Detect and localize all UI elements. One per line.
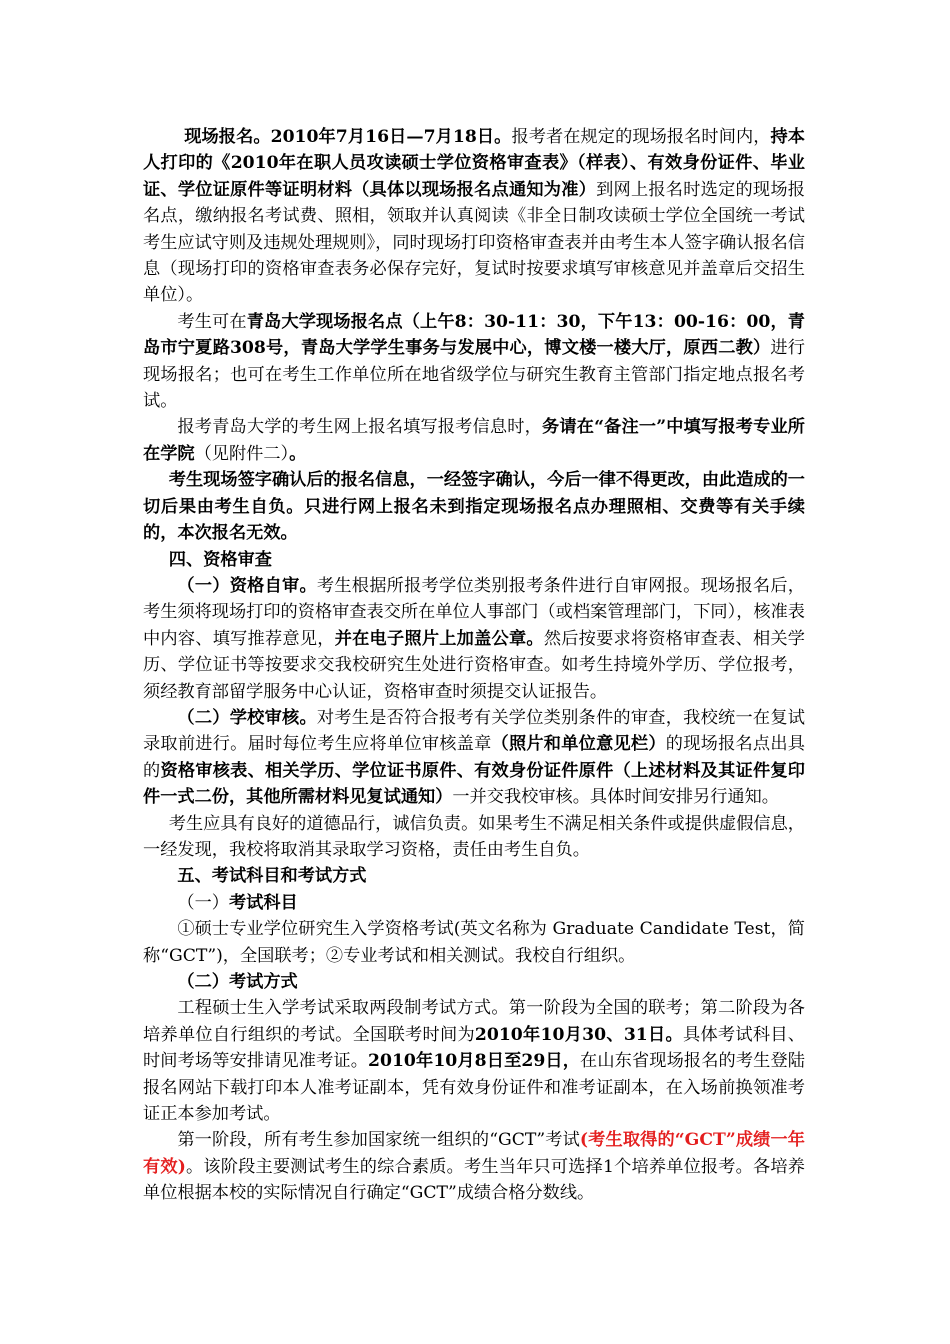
text-run: 的现场报名点出具的 [143,734,805,781]
paragraph-p8 [143,811,805,864]
text-run: 。该阶段主要测试考生的综合素质。考生当年只可选择1个培养单位报考。各培养单位根据本校的实际情况自行确定“GCT”成绩合格分数线。 [143,1156,805,1204]
text-run: 报考青岛大学的考生网上报名填写报考信息时， [177,417,542,438]
paragraph-p9 [143,863,805,889]
text-run: 工程硕士生入学考试采取两段制考试方式。第一阶段为全国的联考；第二阶段为各培养单位自行组织的考试。全国联考时间为 [143,998,805,1045]
text-run: 务请在“备注一”中填写报考专业所在学院 [143,417,805,464]
text-run: 进行现场报名；也可在考生工作单位所在地省级学位与研究生教育主管部门指定地点报名考试。 [143,338,805,412]
text-run: （照片和单位意见栏） [491,734,666,755]
text-run: 对考生是否符合报考有关学位类别条件的审查，我校统一在复试录取前进行。届时每位考生应将单位审核盖章 [143,707,805,755]
text-run: （见附件二） [194,443,290,464]
paragraph-p1 [143,124,805,309]
text-run: 报考者在规定的现场报名时间内， [511,127,771,147]
text-run: 青岛大学现场报名点（上午8：30-11：30，下午13：00-16：00，青岛市宁夏路308号，青岛大学学生事务与发展中心，博文楼一楼大厅，原西二教） [143,311,805,359]
text-run: 现场报名。2010年7月16日—7月18日。 [184,127,512,147]
text-run: 一并交我校审核。具体时间安排另行通知。 [452,787,779,808]
text-run: 然后按要求将资格审查表、相关学历、学位证书等按要求交我校研究生处进行资格审查。如考生持境外学历、学位报考，须经教育部留学服务中心认证，资格审查时须提交认证报告。 [143,628,805,702]
text-run: （二）学校审核。 [177,707,317,728]
paragraph-p3 [143,414,805,467]
paragraph-p10 [143,890,805,916]
text-run: （一） [177,892,229,913]
paragraph-p12 [143,969,805,995]
paragraph-p6 [143,573,805,705]
paragraph-p7 [143,705,805,811]
text-run: 考生应具有良好的道德品行，诚信负责。如果考生不满足相关条件或提供虚假信息，一经发现，我校将取消其录取学习资格，责任由考生自负。 [143,813,805,860]
text-run: 在山东省现场报名的考生登陆报名网站下载打印本人准考证副本，凭有效身份证件和准考证副本，在入场前换领准考证正本参加考试。 [143,1051,805,1125]
text-run: (考生取得的“GCT”成绩一年有效) [143,1130,805,1177]
text-run: 持本人打印的《2010年在职人员攻读硕士学位资格审查表》（样表）、有效身份证件、毕业证、学位证原件等证明材料（具体以现场报名点通知为准） [143,127,805,200]
text-run: （一）资格自审。 [177,575,317,596]
text-run: 考生现场签字确认后的报名信息，一经签字确认，今后一律不得更改，由此造成的一切后果由考生自负。只进行网上报名未到指定现场报名点办理照相、交费等有关手续的，本次报名无效。 [143,470,805,544]
text-run: 资格审核表、相关学历、学位证书原件、有效身份证件原件（上述材料及其证件复印件一式二份，其他所需材料见复试通知） [143,760,805,808]
text-run: 四、资格审查 [168,549,272,570]
text-run: ①硕士专业学位研究生入学资格考试(英文名称为 Graduate Candidate Test，简称“GCT”)，全国联考；②专业考试和相关测试。我校自行组织。 [143,919,805,966]
text-run: 考生根据所报考学位类别报考条件进行自审网报。现场报名后，考生须将现场打印的资格审查表交所在单位人事部门（或档案管理部门，下同），核准表中内容、填写推荐意见， [143,575,805,649]
paragraph-p11 [143,916,805,969]
paragraph-p4 [143,467,805,546]
text-run: 2010年10月30、31日。 [474,1024,683,1045]
paragraph-p5 [143,547,805,573]
text-run: 第一阶段，所有考生参加国家统一组织的“GCT”考试 [177,1130,580,1151]
paragraph-p2 [143,309,805,415]
text-run: 2010年10月8日至29日， [368,1051,581,1072]
text-run: 并在电子照片上加盖公章。 [334,628,544,649]
text-run: 考生可在 [177,311,247,332]
paragraph-p14 [143,1127,805,1206]
text-run: 五、考试科目和考试方式 [177,866,367,887]
text-run: 。 [289,443,307,464]
paragraph-p13 [143,995,805,1127]
document-body [143,124,805,1207]
text-run: 考试科目 [228,892,298,913]
text-run: 到网上报名时选定的现场报名点，缴纳报名考试费、照相，领取并认真阅读《非全日制攻读硕士学位全国统一考试考生应试守则及违规处理规则》，同时现场打印资格审查表并由考生本人签字确认报名信息（现场打印的资格审查表务必保存完好，复试时按要求填写审核意见并盖章后交招生单位）。 [143,179,805,306]
text-run: （二）考试方式 [177,972,298,992]
text-run: 具体考试科目、时间考场等安排请见准考证。 [143,1024,805,1072]
